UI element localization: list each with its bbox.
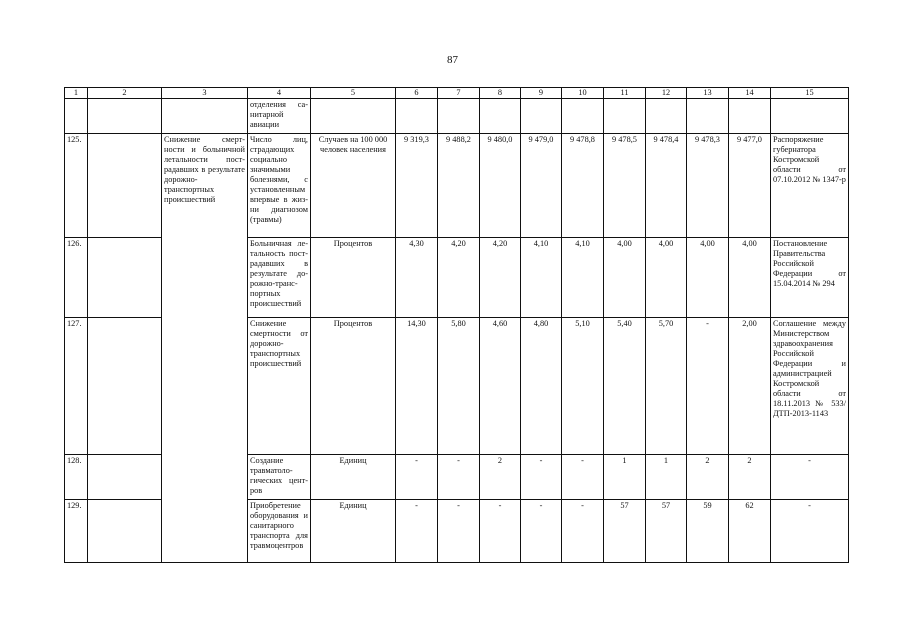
- indicator-cell: Число лиц, страдающих социально значимыми болезнями, с установленным впервые в жиз-ни диагнозом (травмы): [248, 134, 311, 238]
- value-cell: 4,10: [521, 238, 562, 318]
- empty-cell: [88, 99, 162, 134]
- column-number: 3: [162, 88, 248, 99]
- value-cell: 2,00: [729, 318, 771, 455]
- unit-cell: Процентов: [311, 318, 396, 455]
- source-cell: Распоряжение губернатора Костромской области от 07.10.2012 № 1347-р: [771, 134, 849, 238]
- value-cell: -: [480, 500, 521, 563]
- value-cell: 4,00: [729, 238, 771, 318]
- table-row: [65, 134, 849, 238]
- value-cell: 9 480,0: [480, 134, 521, 238]
- column-number-row: [65, 88, 849, 99]
- value-cell: 4,60: [480, 318, 521, 455]
- column-number: 12: [646, 88, 687, 99]
- column-number: 15: [771, 88, 849, 99]
- value-cell: 9 319,3: [396, 134, 438, 238]
- value-cell: 57: [646, 500, 687, 563]
- value-cell: 9 478,4: [646, 134, 687, 238]
- row-number-cell: [65, 99, 88, 134]
- value-cell: 9 477,0: [729, 134, 771, 238]
- value-cell: 57: [604, 500, 646, 563]
- source-cell: -: [771, 500, 849, 563]
- column-number: 9: [521, 88, 562, 99]
- value-cell: 2: [729, 455, 771, 500]
- indicator-cell: Приобретение оборудования и санитарного транспорта для травмоцентров: [248, 500, 311, 563]
- empty-cell: [88, 500, 162, 563]
- value-cell: -: [521, 500, 562, 563]
- value-cell: 4,00: [687, 238, 729, 318]
- column-number: 6: [396, 88, 438, 99]
- row-number-cell: 125.: [65, 134, 88, 238]
- column-number: 4: [248, 88, 311, 99]
- value-cell: -: [687, 318, 729, 455]
- column-number: 7: [438, 88, 480, 99]
- value-cell: 9 478,5: [604, 134, 646, 238]
- value-cell: [729, 99, 771, 134]
- row-number-cell: 126.: [65, 238, 88, 318]
- unit-cell: Случаев на 100 000 человек населения: [311, 134, 396, 238]
- source-cell: Постановление Правительства Российской Федерации от 15.04.2014 № 294: [771, 238, 849, 318]
- empty-cell: [88, 455, 162, 500]
- column-number: 1: [65, 88, 88, 99]
- column-number: 13: [687, 88, 729, 99]
- row-number-cell: 129.: [65, 500, 88, 563]
- source-cell: Соглашение между Министерством здравоохранения Российской Федерации и администрацией Костромской области от 18.11.2013 № 533/ДТП-2013-1143: [771, 318, 849, 455]
- value-cell: [687, 99, 729, 134]
- value-cell: -: [562, 500, 604, 563]
- value-cell: -: [521, 455, 562, 500]
- value-cell: 4,80: [521, 318, 562, 455]
- unit-cell: Процентов: [311, 238, 396, 318]
- column-number: 5: [311, 88, 396, 99]
- value-cell: 4,20: [438, 238, 480, 318]
- column-number: 14: [729, 88, 771, 99]
- value-cell: 2: [687, 455, 729, 500]
- empty-cell: [88, 318, 162, 455]
- value-cell: 9 488,2: [438, 134, 480, 238]
- indicator-cell: Снижение смертности от дорожно-транспортных происшествий: [248, 318, 311, 455]
- value-cell: 1: [604, 455, 646, 500]
- empty-cell: [88, 134, 162, 238]
- empty-cell: [88, 238, 162, 318]
- value-cell: 5,10: [562, 318, 604, 455]
- task-cell: Снижение смерт-ности и больничной летальности пост-радавших в результате дорожно-транспортных происшествий: [162, 134, 248, 563]
- value-cell: -: [562, 455, 604, 500]
- row-number-cell: 127.: [65, 318, 88, 455]
- indicator-cell: Создание травматоло-гических цент-ров: [248, 455, 311, 500]
- value-cell: 4,20: [480, 238, 521, 318]
- value-cell: 9 478,3: [687, 134, 729, 238]
- value-cell: 5,70: [646, 318, 687, 455]
- column-number: 11: [604, 88, 646, 99]
- unit-cell: [311, 99, 396, 134]
- column-number: 10: [562, 88, 604, 99]
- value-cell: [521, 99, 562, 134]
- value-cell: 5,40: [604, 318, 646, 455]
- value-cell: -: [396, 500, 438, 563]
- unit-cell: Единиц: [311, 500, 396, 563]
- value-cell: 1: [646, 455, 687, 500]
- value-cell: 4,00: [646, 238, 687, 318]
- value-cell: 4,10: [562, 238, 604, 318]
- value-cell: -: [396, 455, 438, 500]
- indicator-cell: Больничная ле-тальность пост-радавших в результате до-рожно-транс-портных происшествий: [248, 238, 311, 318]
- continuation-row: [65, 99, 849, 134]
- value-cell: 5,80: [438, 318, 480, 455]
- value-cell: 9 479,0: [521, 134, 562, 238]
- value-cell: [396, 99, 438, 134]
- value-cell: 9 478,8: [562, 134, 604, 238]
- indicators-table: [64, 87, 849, 563]
- indicator-cell: отделения са-нитарной авиации: [248, 99, 311, 134]
- unit-cell: Единиц: [311, 455, 396, 500]
- page-number: 87: [447, 54, 458, 66]
- row-number-cell: 128.: [65, 455, 88, 500]
- source-cell: [771, 99, 849, 134]
- value-cell: [646, 99, 687, 134]
- value-cell: 4,00: [604, 238, 646, 318]
- value-cell: [480, 99, 521, 134]
- source-cell: -: [771, 455, 849, 500]
- value-cell: 4,30: [396, 238, 438, 318]
- value-cell: 14,30: [396, 318, 438, 455]
- value-cell: 2: [480, 455, 521, 500]
- value-cell: -: [438, 455, 480, 500]
- column-number: 8: [480, 88, 521, 99]
- value-cell: -: [438, 500, 480, 563]
- column-number: 2: [88, 88, 162, 99]
- task-cell: [162, 99, 248, 134]
- value-cell: [438, 99, 480, 134]
- value-cell: 62: [729, 500, 771, 563]
- value-cell: [604, 99, 646, 134]
- value-cell: 59: [687, 500, 729, 563]
- value-cell: [562, 99, 604, 134]
